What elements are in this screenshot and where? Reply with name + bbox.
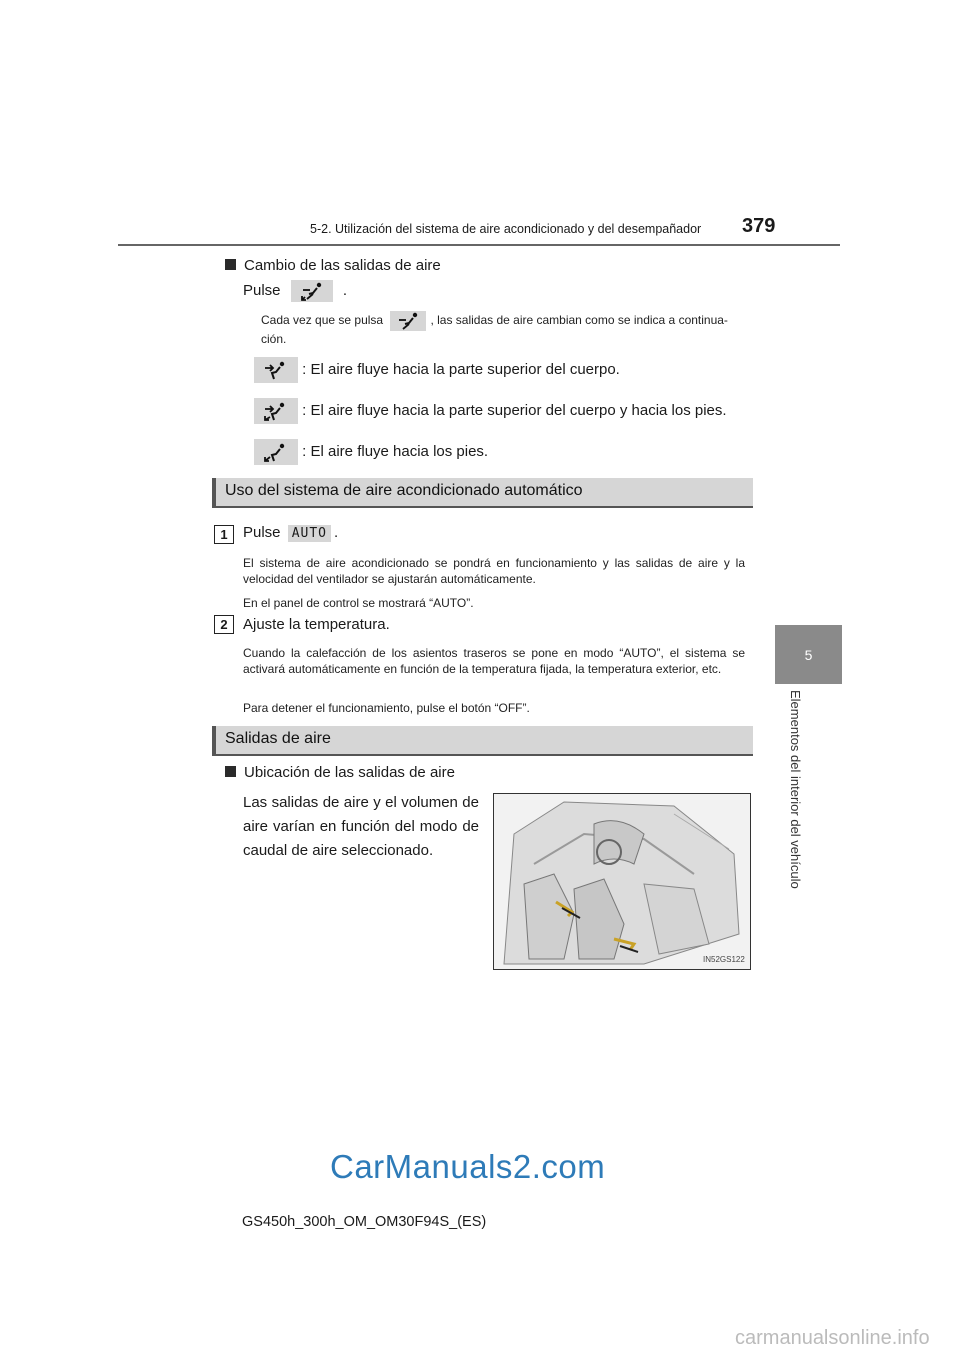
outlets-body: Las salidas de aire y el volumen de aire varían en función del modo de caudal de aire seleccionado. [243, 794, 479, 859]
chapter-tab: 5 [775, 625, 842, 684]
change-outlets-heading: Cambio de las salidas de aire [225, 257, 441, 274]
image-code: IN52GS122 [703, 955, 745, 964]
airflow-mode-button-icon [390, 311, 426, 331]
page-number: 379 [742, 215, 776, 237]
step1-note: En el panel de control se mostrará “AUTO”. [243, 596, 474, 610]
running-header: 5-2. Utilización del sistema de aire acondicionado y del desempañador [310, 222, 702, 236]
section-header-outlets: Salidas de aire [212, 726, 753, 754]
section-header-auto: Uso del sistema de aire acondicionado automático [212, 478, 753, 506]
watermark-link[interactable]: CarManuals2.com [330, 1148, 606, 1185]
mode-row-feet: : El aire fluye hacia los pies. [254, 439, 488, 465]
document-code: GS450h_300h_OM_OM30F94S_(ES) [242, 1214, 487, 1230]
mode-row-face: : El aire fluye hacia la parte superior del cuerpo. [254, 357, 620, 383]
step-number: 1 [214, 525, 234, 544]
airflow-mode-button-icon [291, 280, 333, 302]
feet-vent-icon [254, 439, 298, 465]
outlets-subheading: Ubicación de las salidas de aire [225, 764, 455, 781]
press-note: Cada vez que se pulsa , las salidas de aire cambian como se indica a continua- ción. [261, 311, 751, 347]
step2-note: Para detener el funcionamiento, pulse el botón “OFF”. [243, 701, 530, 715]
mode-row-bilevel: : El aire fluye hacia la parte superior del cuerpo y hacia los pies. [254, 398, 727, 424]
bilevel-vent-icon [254, 398, 298, 424]
press-instruction: Pulse . [243, 280, 347, 302]
step-number: 2 [214, 615, 234, 634]
step1-instruction: Pulse AUTO . [243, 524, 339, 541]
step2-description: Cuando la calefacción de los asientos traseros se pone en modo “AUTO”, el sistema se activará automáticamente en función de la temperatura fijada, la temperatura exterior, etc. [243, 646, 745, 676]
chapter-label: Elementos del interior del vehículo [788, 690, 803, 889]
square-bullet-icon [225, 766, 236, 777]
header-rule [118, 244, 840, 246]
square-bullet-icon [225, 259, 236, 270]
corner-watermark: carmanualsonline.info [735, 1327, 930, 1349]
auto-button-label: AUTO [288, 525, 331, 542]
section-rule [212, 506, 753, 508]
car-interior-illustration [493, 793, 751, 970]
step2-instruction: Ajuste la temperatura. [243, 616, 390, 633]
step1-description: El sistema de aire acondicionado se pondrá en funcionamiento y las salidas de aire y la velocidad del ventilador se ajustarán automáticamente. [243, 556, 745, 586]
face-vent-icon [254, 357, 298, 383]
section-rule [212, 754, 753, 756]
